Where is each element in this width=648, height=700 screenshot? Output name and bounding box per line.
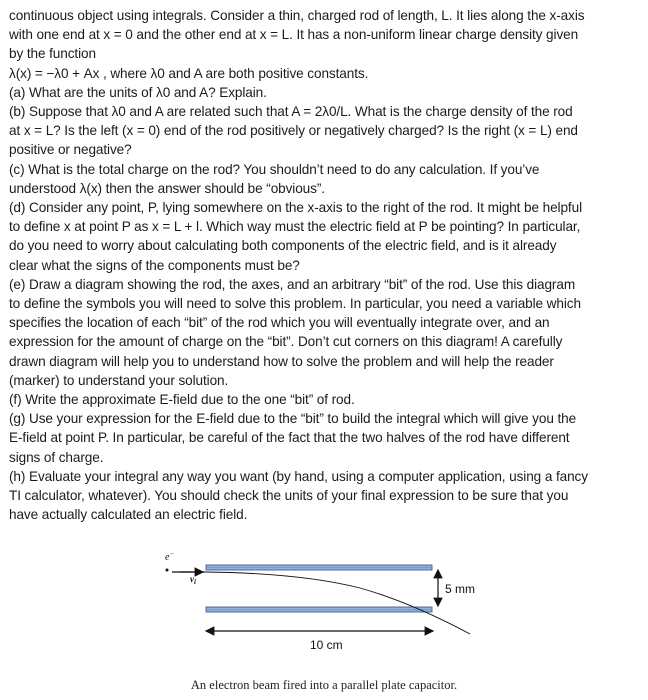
text-line: drawn diagram will help you to understand how to solve the problem and will help the reader — [9, 353, 554, 369]
gap-label: 5 mm — [445, 582, 475, 596]
problem-text — [9, 6, 641, 524]
text-line: with one end at x = 0 and the other end at x = L. It has a non-uniform linear charge density given — [9, 27, 579, 43]
text-line: continuous object using integrals. Consider a thin, charged rod of length, L. It lies along the x-axis — [9, 8, 585, 23]
question-e: (e) Draw a diagram showing the rod, the axes, and an arbitrary “bit” of the rod. Use this diagram — [9, 276, 576, 292]
text-line: TI calculator, whatever). You should check the units of your final expression to be sure that you — [9, 488, 569, 504]
text-line: at x = L? Is the left (x = 0) end of the rod positively or negatively charged? Is the right (x = L) end — [9, 123, 578, 139]
text-line: E-field at point P. In particular, be careful of the fact that the two halves of the rod have different — [9, 430, 570, 446]
electron-label: e− — [165, 550, 175, 563]
charge-density-equation: λ(x) = −λ0 + Ax , where λ0 and A are both positive constants. — [9, 65, 369, 81]
velocity-label: $v_i$ — [190, 574, 196, 586]
text-line: positive or negative? — [9, 142, 132, 158]
electron-trajectory — [205, 572, 470, 634]
question-g: (g) Use your expression for the E-field due to the “bit” to build the integral which will give you the — [9, 411, 577, 427]
question-a: (a) What are the units of λ0 and A? Explain. — [9, 84, 267, 100]
text-line: to define the symbols you will need to solve this problem. In particular, you need a variable which — [9, 296, 581, 312]
capacitor-diagram — [0, 540, 648, 700]
text-line: by the function — [9, 46, 96, 62]
text-line: have actually calculated an electric field. — [9, 507, 248, 523]
length-label: 10 cm — [310, 638, 343, 652]
text-line: (marker) to understand your solution. — [9, 372, 229, 388]
figure-caption: An electron beam fired into a parallel plate capacitor. — [190, 678, 458, 692]
text-line: do you need to worry about calculating both components of the electric field, and is it already — [9, 238, 557, 254]
text-line: signs of charge. — [9, 449, 104, 465]
question-c: (c) What is the total charge on the rod? You shouldn’t need to do any calculation. If you’ve — [9, 161, 540, 177]
text-line: to define x at point P as x = L + l. Which way must the electric field at P be pointing? In particular, — [9, 219, 581, 235]
text-line: understood λ(x) then the answer should be “obvious”. — [9, 180, 325, 196]
question-b: (b) Suppose that λ0 and A are related such that A = 2λ0/L. What is the charge density of the rod — [9, 104, 573, 120]
text-line: clear what the signs of the components must be? — [9, 257, 300, 273]
text-line: specifies the location of each “bit” of the rod which you will eventually integrate over, and an — [9, 315, 550, 331]
question-f: (f) Write the approximate E-field due to the one “bit” of rod. — [9, 392, 355, 408]
question-h: (h) Evaluate your integral any way you want (by hand, using a computer application, using a fancy — [9, 468, 588, 484]
text-line: expression for the amount of charge on the “bit”. Don’t cut corners on this diagram! A carefully — [9, 334, 563, 350]
question-d: (d) Consider any point, P, lying somewhere on the x-axis to the right of the rod. It might be helpful — [9, 200, 582, 216]
electron-dot — [166, 569, 169, 572]
